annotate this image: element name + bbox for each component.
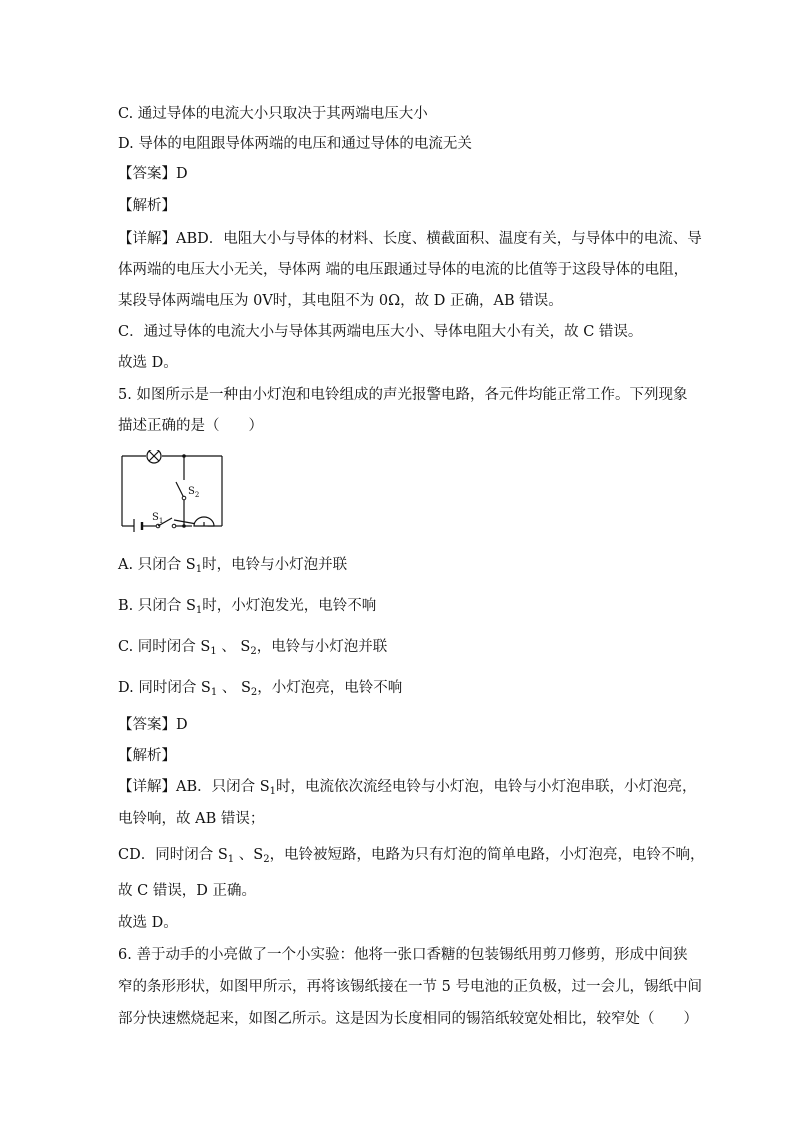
question-6-line2: 窄的条形形状，如图甲所示，再将该锡纸接在一节 5 号电池的正负极，过一会儿，锡纸中间	[118, 979, 702, 995]
option-d-prev: D. 导体的电阻跟导体两端的电压和通过导体的电流无关	[118, 136, 472, 152]
detail-1-line2: 体两端的电压大小无关，导体两 端的电压跟通过导体的电流的比值等于这段导体的电阻，	[118, 262, 689, 278]
analysis-label-1: 【解析】	[118, 198, 176, 214]
question-6-line1: 6. 善于动手的小亮做了一个小实验：他将一张口香糖的包装锡纸用剪刀修剪，形成中间狭	[118, 947, 688, 963]
detail-2-line1: 【详解】AB．只闭合 $S_1$时，电流依次流经电铃与小灯泡，电铃与小灯泡串联，小灯泡亮，	[118, 779, 697, 797]
detail-2-line3: CD．同时闭合 $S_1$ 、$S_2$，电铃被短路，电路为只有灯泡的简单电路，小灯泡亮，电铃不响，	[118, 847, 705, 865]
circuit-diagram	[118, 450, 228, 532]
option-c-prev: C. 通过导体的电流大小只取决于其两端电压大小	[118, 106, 428, 122]
switch-s2	[176, 482, 184, 498]
detail-1-line3: 某段导体两端电压为 0V时，其电阻不为 0Ω，故 D 正确，AB 错误。	[118, 293, 563, 309]
question-5-line2: 描述正确的是（ ）	[118, 418, 263, 434]
lamp-icon	[147, 450, 161, 463]
label-s2: $S_2$	[188, 486, 200, 499]
detail-2-line2: 电铃响，故 AB 错误；	[118, 811, 265, 827]
option-d: D. 同时闭合 $S_1$ 、 $S_2$，小灯泡亮，电铃不响	[118, 680, 403, 698]
analysis-label-2: 【解析】	[118, 748, 176, 764]
detail-1-line1: 【详解】ABD．电阻大小与导体的材料、长度、横截面积、温度有关，与导体中的电流、导	[118, 231, 702, 247]
choose-2: 故选 D。	[118, 915, 178, 931]
bell-icon	[194, 517, 214, 526]
option-a: A. 只闭合 $S_1$时，电铃与小灯泡并联	[118, 557, 348, 575]
choose-1: 故选 D。	[118, 355, 178, 371]
detail-2-line4: 故 C 错误，D 正确。	[118, 883, 257, 899]
detail-1-line4: C．通过导体的电流大小与导体其两端电压大小、导体电阻大小有关，故 C 错误。	[118, 324, 643, 340]
label-s1: $S_1$	[152, 512, 164, 525]
answer-label-2: 【答案】D	[118, 717, 188, 733]
question-5-line1: 5. 如图所示是一种由小灯泡和电铃组成的声光报警电路，各元件均能正常工作。下列现象	[118, 387, 688, 403]
question-6-line3: 部分快速燃烧起来，如图乙所示。这是因为长度相同的锡箔纸较宽处相比，较窄处（ ）	[118, 1011, 698, 1027]
option-b: B. 只闭合 $S_1$时，小灯泡发光，电铃不响	[118, 598, 377, 616]
option-c: C. 同时闭合 $S_1$ 、 $S_2$，电铃与小灯泡并联	[118, 639, 388, 657]
battery-icon	[134, 519, 142, 532]
answer-label-1: 【答案】D	[118, 166, 188, 182]
